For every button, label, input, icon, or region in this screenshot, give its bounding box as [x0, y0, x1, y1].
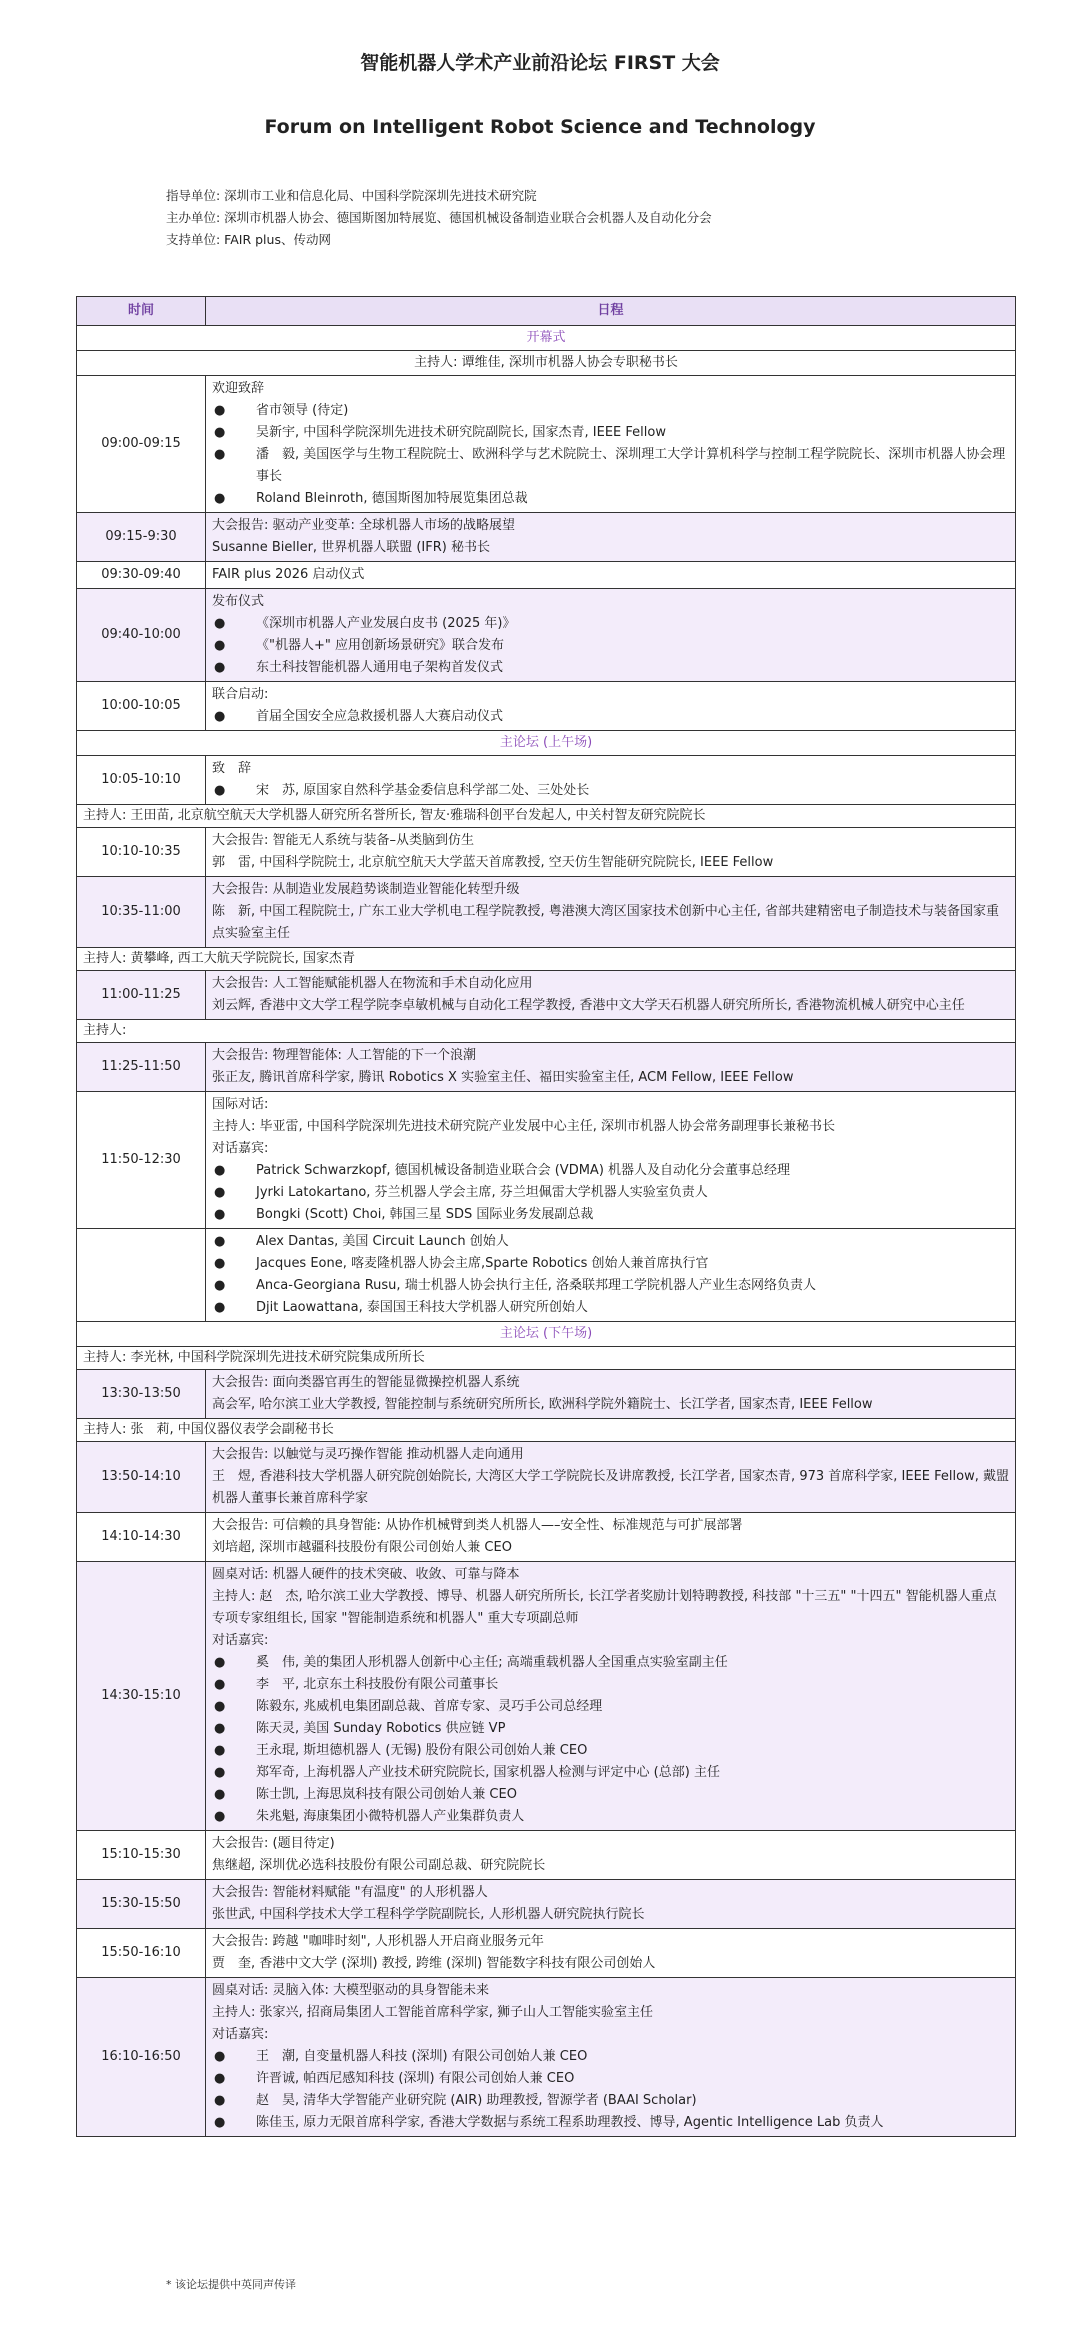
- row-content: 国际对话: 主持人: 毕亚雷, 中国科学院深圳先进技术研究院产业发展中心主任, 深圳市机器人协会常务副理事长兼秘书长 对话嘉宾: ● Patrick Schwarzkopf, 德国机械设备制造业联合会 (VDMA) 机器人及自动化分会董事总经理 ● Jyrki Latokartano, 芬兰机器人学会主席, 芬兰坦佩雷大学机器人实验室负责人 ● Bongki (Scott) Choi, 韩国三星 SDS 国际业务发展副总裁: [206, 1092, 1016, 1229]
- list-item: ● 陈天灵, 美国 Sunday Robotics 供应链 VP: [212, 1718, 1009, 1740]
- row-time: 10:05-10:10: [77, 756, 206, 805]
- row-content: [206, 1229, 1016, 1322]
- bullet-icon: ●: [214, 1721, 226, 1736]
- footnote: * 该论坛提供中英同声传译: [166, 2278, 296, 2291]
- row-content: FAIR plus 2026 启动仪式: [206, 562, 1016, 589]
- list-item: ● 《深圳市机器人产业发展白皮书 (2025 年)》: [212, 613, 1009, 635]
- title-cn: 智能机器人学术产业前沿论坛 FIRST 大会: [360, 52, 720, 74]
- section-morning: 主论坛 (上午场): [77, 731, 1016, 756]
- bullet-icon: ●: [214, 616, 226, 631]
- table-row: [77, 1092, 1016, 1229]
- row-time-empty: [77, 1229, 206, 1322]
- section-opening: 开幕式: [77, 326, 1016, 351]
- row-content: 大会报告: 跨越 "咖啡时刻", 人形机器人开启商业服务元年 贾 奎, 香港中文大学 (深圳) 教授, 跨维 (深圳) 智能数字科技有限公司创始人: [206, 1929, 1016, 1978]
- bullet-icon: ●: [214, 491, 226, 506]
- bullet-icon: ●: [214, 1207, 226, 1222]
- table-row: [77, 1978, 1016, 2137]
- row-content: 大会报告: 智能无人系统与装备–从类脑到仿生 郭 雷, 中国科学院院士, 北京航空航天大学蓝天首席教授, 空天仿生智能研究院院长, IEEE Fellow: [206, 828, 1016, 877]
- row-time: 09:15-9:30: [77, 513, 206, 562]
- row-time: 09:40-10:00: [77, 589, 206, 682]
- row-content: 大会报告: 以触觉与灵巧操作智能 推动机器人走向通用 王 煜, 香港科技大学机器人研究院创始院长, 大湾区大学工学院院长及讲席教授, 长江学者, 国家杰青, 973 首席科学家, IEEE Fellow, 戴盟机器人董事长兼首席科学家: [206, 1442, 1016, 1513]
- bullet-icon: ●: [214, 709, 226, 724]
- title-en: Forum on Intelligent Robot Science and Technology: [264, 116, 816, 138]
- list-item: ● 潘 毅, 美国医学与生物工程院院士、欧洲科学与艺术院院士、深圳理工大学计算机科学与控制工程学院院长、深圳市机器人协会理事长: [212, 444, 1009, 488]
- list-item: ● 吴新宇, 中国科学院深圳先进技术研究院副院长, 国家杰青, IEEE Fellow: [212, 422, 1009, 444]
- row-time: 13:30-13:50: [77, 1370, 206, 1419]
- table-row: [77, 1929, 1016, 1978]
- table-row: [77, 682, 1016, 731]
- table-row: [77, 971, 1016, 1020]
- table-row: [77, 1442, 1016, 1513]
- row-time: 10:00-10:05: [77, 682, 206, 731]
- bullet-icon: ●: [214, 425, 226, 440]
- support-unit: 支持单位: FAIR plus、传动网: [166, 232, 331, 247]
- table-row: [77, 1229, 1016, 1322]
- bullet-icon: ●: [214, 1677, 226, 1692]
- list-item: ● Jacques Eone, 喀麦隆机器人协会主席,Sparte Robotics 创始人兼首席执行官: [212, 1253, 1009, 1275]
- host-morning-1: 主持人: 王田苗, 北京航空航天大学机器人研究所名誉所长, 智友·雅瑞科创平台发起人, 中关村智友研究院院长: [77, 805, 1016, 828]
- row-time: 14:30-15:10: [77, 1562, 206, 1831]
- bullet-icon: ●: [214, 1787, 226, 1802]
- row-time: 10:10-10:35: [77, 828, 206, 877]
- list-item: ● 首届全国安全应急救援机器人大赛启动仪式: [212, 706, 1009, 728]
- list-item: ● 王永琨, 斯坦德机器人 (无锡) 股份有限公司创始人兼 CEO: [212, 1740, 1009, 1762]
- list-item: ● 李 平, 北京东土科技股份有限公司董事长: [212, 1674, 1009, 1696]
- list-item: ● 陈毅东, 兆威机电集团副总裁、首席专家、灵巧手公司总经理: [212, 1696, 1009, 1718]
- list-item: ● Anca-Georgiana Rusu, 瑞士机器人协会执行主任, 洛桑联邦理工学院机器人产业生态网络负责人: [212, 1275, 1009, 1297]
- list-item: ● 朱兆魁, 海康集团小微特机器人产业集群负责人: [212, 1806, 1009, 1828]
- row-time: 13:50-14:10: [77, 1442, 206, 1513]
- bullet-icon: ●: [214, 1699, 226, 1714]
- row-time: 10:35-11:00: [77, 877, 206, 948]
- host-unit: 主办单位: 深圳市机器人协会、德国斯图加特展览、德国机械设备制造业联合会机器人及自动化分会: [166, 210, 712, 225]
- row-head: 欢迎致辞: [212, 381, 265, 396]
- row-content: 圆桌对话: 机器人硬件的技术突破、收敛、可靠与降本 主持人: 赵 杰, 哈尔滨工业大学教授、博导、机器人研究所所长, 长江学者奖励计划特聘教授, 科技部 "十三五" "十四五" 智能机器人重点专项专家组组长, 国家 "智能制造系统和机器人" 重大专项副总师 对话嘉宾: ● 奚 伟, 美的集团人形机器人创新中心主任; 高端重载机器人全国重点实验室副主任 ● 李 平, 北京东土科技股份有限公司董事长 ● 陈毅东, 兆威机电集团副总裁、首席专家、灵巧手公司总经理 ● 陈天灵, 美国 Sunday Robotics 供应链 VP ● 王永琨, 斯坦德机器人 (无锡) 股份有限公司创始人兼 CEO ● 郑军奇, 上海机器人产业技术研究院院长, 国家机器人检测与评定中心 (总部) 主任 ● 陈士凯, 上海思岚科技有限公司创始人兼 CEO ● 朱兆魁, 海康集团小微特机器人产业集群负责人: [206, 1562, 1016, 1831]
- host-afternoon-2: 主持人: 张 莉, 中国仪器仪表学会副秘书长: [77, 1419, 1016, 1442]
- row-content: 圆桌对话: 灵脑入体: 大模型驱动的具身智能未来 主持人: 张家兴, 招商局集团人工智能首席科学家, 狮子山人工智能实验室主任 对话嘉宾: ● 王 潮, 自变量机器人科技 (深圳) 有限公司创始人兼 CEO ● 许晋诚, 帕西尼感知科技 (深圳) 有限公司创始人兼 CEO ● 赵 昊, 清华大学智能产业研究院 (AIR) 助理教授, 智源学者 (BAAI Scholar) ● 陈佳玉, 原力无限首席科学家, 香港大学数据与系统工程系助理教授、博导, Agentic Intelligence Lab 负责人: [206, 1978, 1016, 2137]
- list-item: ● Bongki (Scott) Choi, 韩国三星 SDS 国际业务发展副总裁: [212, 1204, 1009, 1226]
- bullet-icon: ●: [214, 1185, 226, 1200]
- section-afternoon: 主论坛 (下午场): [77, 1322, 1016, 1347]
- table-row: [77, 589, 1016, 682]
- list-item: ● 王 潮, 自变量机器人科技 (深圳) 有限公司创始人兼 CEO: [212, 2046, 1009, 2068]
- row-content: 发布仪式 ● 《深圳市机器人产业发展白皮书 (2025 年)》 ● 《"机器人+" 应用创新场景研究》联合发布 ● 东土科技智能机器人通用电子架构首发仪式: [206, 589, 1016, 682]
- row-content: 大会报告: 可信赖的具身智能: 从协作机械臂到类人机器人—–安全性、标准规范与可扩展部署 刘培超, 深圳市越疆科技股份有限公司创始人兼 CEO: [206, 1513, 1016, 1562]
- header-time: 时间: [77, 297, 206, 326]
- bullet-icon: ●: [214, 1256, 226, 1271]
- host-afternoon-1: 主持人: 李光林, 中国科学院深圳先进技术研究院集成所所长: [77, 1347, 1016, 1370]
- organizers: [166, 185, 1080, 251]
- list-item: ● 奚 伟, 美的集团人形机器人创新中心主任; 高端重载机器人全国重点实验室副主任: [212, 1652, 1009, 1674]
- list-item: ● 省市领导 (待定): [212, 400, 1009, 422]
- row-time: 16:10-16:50: [77, 1978, 206, 2137]
- table-row: [77, 1043, 1016, 1092]
- table-row: [77, 562, 1016, 589]
- bullet-icon: ●: [214, 1300, 226, 1315]
- bullet-icon: ●: [214, 1234, 226, 1249]
- list-item: ● 《"机器人+" 应用创新场景研究》联合发布: [212, 635, 1009, 657]
- table-row: [77, 877, 1016, 948]
- row-content: 大会报告: 面向类器官再生的智能显微操控机器人系统 高会军, 哈尔滨工业大学教授, 智能控制与系统研究所所长, 欧洲科学院外籍院士、长江学者, 国家杰青, IEEE Fellow: [206, 1370, 1016, 1419]
- guiding-unit: 指导单位: 深圳市工业和信息化局、中国科学院深圳先进技术研究院: [166, 188, 537, 203]
- row-content: 大会报告: 物理智能体: 人工智能的下一个浪潮 张正友, 腾讯首席科学家, 腾讯 Robotics X 实验室主任、福田实验室主任, ACM Fellow, IEEE Fellow: [206, 1043, 1016, 1092]
- bullet-icon: ●: [214, 2071, 226, 2086]
- table-row: [77, 1370, 1016, 1419]
- bullet-icon: ●: [214, 1809, 226, 1824]
- row-time: 11:50-12:30: [77, 1092, 206, 1229]
- row-time: 11:25-11:50: [77, 1043, 206, 1092]
- bullet-icon: ●: [214, 2049, 226, 2064]
- host-morning-2: 主持人: 黄攀峰, 西工大航天学院院长, 国家杰青: [77, 948, 1016, 971]
- table-row: [77, 1562, 1016, 1831]
- row-content: 大会报告: (题目待定) 焦继超, 深圳优必选科技股份有限公司副总裁、研究院院长: [206, 1831, 1016, 1880]
- list-item: ● 陈士凯, 上海思岚科技有限公司创始人兼 CEO: [212, 1784, 1009, 1806]
- bullet-icon: ●: [214, 660, 226, 675]
- row-time: 11:00-11:25: [77, 971, 206, 1020]
- list-item: ● 陈佳玉, 原力无限首席科学家, 香港大学数据与系统工程系助理教授、博导, Agentic Intelligence Lab 负责人: [212, 2112, 1009, 2134]
- bullet-icon: ●: [214, 403, 226, 418]
- header-agenda: 日程: [206, 297, 1016, 326]
- table-row: [77, 376, 1016, 513]
- table-row: [77, 1513, 1016, 1562]
- table-row: [77, 756, 1016, 805]
- bullet-icon: ●: [214, 1278, 226, 1293]
- row-time: 09:00-09:15: [77, 376, 206, 513]
- table-header: [77, 297, 1016, 326]
- list-item: ● Djit Laowattana, 泰国国王科技大学机器人研究所创始人: [212, 1297, 1009, 1319]
- table-row: [77, 513, 1016, 562]
- table-row: [77, 1831, 1016, 1880]
- list-item: ● 赵 昊, 清华大学智能产业研究院 (AIR) 助理教授, 智源学者 (BAAI Scholar): [212, 2090, 1009, 2112]
- bullet-icon: ●: [214, 447, 226, 462]
- host-morning-3: 主持人:: [77, 1020, 1016, 1043]
- bullet-icon: ●: [214, 783, 226, 798]
- row-content: 联合启动: ● 首届全国安全应急救援机器人大赛启动仪式: [206, 682, 1016, 731]
- row-content: [206, 376, 1016, 513]
- row-content: 大会报告: 人工智能赋能机器人在物流和手术自动化应用 刘云辉, 香港中文大学工程学院李卓敏机械与自动化工程学教授, 香港中文大学天石机器人研究所所长, 香港物流机械人研究中心主任: [206, 971, 1016, 1020]
- table-row: [77, 1880, 1016, 1929]
- list-item: ● Roland Bleinroth, 德国斯图加特展览集团总裁: [212, 488, 1009, 510]
- list-item: ● 郑军奇, 上海机器人产业技术研究院院长, 国家机器人检测与评定中心 (总部) 主任: [212, 1762, 1009, 1784]
- list-item: ● Jyrki Latokartano, 芬兰机器人学会主席, 芬兰坦佩雷大学机器人实验室负责人: [212, 1182, 1009, 1204]
- row-time: 14:10-14:30: [77, 1513, 206, 1562]
- row-time: 15:10-15:30: [77, 1831, 206, 1880]
- bullet-icon: ●: [214, 1765, 226, 1780]
- bullet-icon: ●: [214, 1743, 226, 1758]
- row-time: 15:50-16:10: [77, 1929, 206, 1978]
- list-item: ● Alex Dantas, 美国 Circuit Launch 创始人: [212, 1231, 1009, 1253]
- bullet-icon: ●: [214, 1655, 226, 1670]
- row-content: 大会报告: 智能材料赋能 "有温度" 的人形机器人 张世武, 中国科学技术大学工程科学学院副院长, 人形机器人研究院执行院长: [206, 1880, 1016, 1929]
- bullet-icon: ●: [214, 2115, 226, 2130]
- row-time: 15:30-15:50: [77, 1880, 206, 1929]
- list-item: ● Patrick Schwarzkopf, 德国机械设备制造业联合会 (VDMA) 机器人及自动化分会董事总经理: [212, 1160, 1009, 1182]
- row-content: 大会报告: 驱动产业变革: 全球机器人市场的战略展望 Susanne Bieller, 世界机器人联盟 (IFR) 秘书长: [206, 513, 1016, 562]
- row-time: 09:30-09:40: [77, 562, 206, 589]
- bullet-icon: ●: [214, 638, 226, 653]
- bullet-icon: ●: [214, 2093, 226, 2108]
- list-item: ● 许晋诚, 帕西尼感知科技 (深圳) 有限公司创始人兼 CEO: [212, 2068, 1009, 2090]
- schedule-table: [76, 296, 1016, 2137]
- row-content: 致 辞 ● 宋 苏, 原国家自然科学基金委信息科学部二处、三处处长: [206, 756, 1016, 805]
- host-opening: 主持人: 谭维佳, 深圳市机器人协会专职秘书长: [77, 351, 1016, 376]
- bullet-icon: ●: [214, 1163, 226, 1178]
- row-content: 大会报告: 从制造业发展趋势谈制造业智能化转型升级 陈 新, 中国工程院院士, 广东工业大学机电工程学院教授, 粤港澳大湾区国家技术创新中心主任, 省部共建精密电子制造技术与装备国家重点实验室主任: [206, 877, 1016, 948]
- list-item: ● 宋 苏, 原国家自然科学基金委信息科学部二处、三处处长: [212, 780, 1009, 802]
- table-row: [77, 828, 1016, 877]
- list-item: ● 东土科技智能机器人通用电子架构首发仪式: [212, 657, 1009, 679]
